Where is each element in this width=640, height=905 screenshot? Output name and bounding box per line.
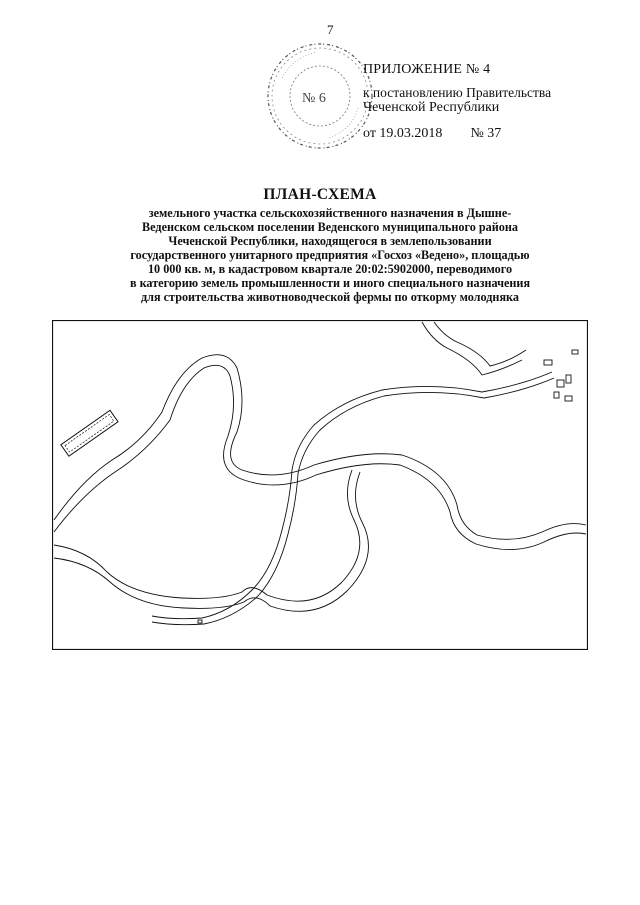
appendix-title: ПРИЛОЖЕНИЕ № 4 [363,62,491,77]
description-line: в категорию земель промышленности и иного специального назначения [129,276,531,290]
contour-north-2 [434,322,526,366]
appendix-line-2: Чеченской Республики [363,100,500,115]
decree-date: от 19.03.2018 [363,126,443,141]
river-bank-lower [54,470,360,601]
round-seal [262,38,378,154]
river-line-inner [54,365,586,549]
appendix-line-1: к постановлению Правительства [363,85,552,100]
seal-number: № 6 [302,91,326,106]
decree-number: № 37 [470,126,502,141]
description-line: Веденском сельском поселении Веденского муниципального района [142,220,518,234]
contour-north [422,322,522,375]
road-line-2 [152,378,554,625]
description-line: Чеченской Республики, находящегося в землепользовании [168,234,492,248]
road-line [152,372,552,619]
river-line-outer [54,355,586,540]
page-number: 7 [327,22,334,37]
map-frame [53,321,588,650]
site-plan-map [52,320,588,650]
river-bank-lower-2 [54,472,368,611]
plan-description [80,206,580,304]
description-line: государственного унитарного предприятия «Госхоз «Ведено», площадью [130,248,530,262]
farm-buildings [198,350,578,623]
description-line: для строительства животноводческой фермы по откорму молодняка [141,290,519,304]
hatched-plot [61,410,118,456]
description-line: 10 000 кв. м, в кадастровом квартале 20:02:5902000, переводимого [147,262,513,276]
appendix-date-line [363,126,551,141]
page-title: ПЛАН-СХЕМА [263,186,377,203]
appendix-block [363,62,551,141]
description-line: земельного участка сельскохозяйственного назначения в Дышне- [148,206,512,220]
